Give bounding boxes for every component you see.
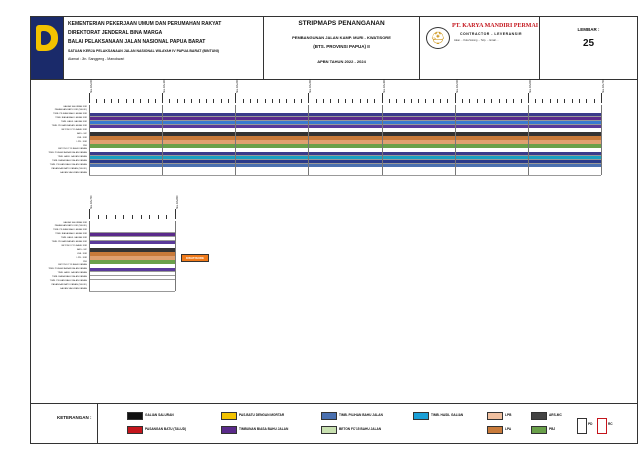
legend-swatch [531,412,547,420]
ruler-tick [149,215,150,219]
ruler-tick [155,99,156,103]
row-label: TIMB. BIASA BAHU JALAN KIRI [55,117,87,120]
legend-swatch [321,412,337,420]
ruler-tick [440,99,441,103]
row-label: BETON FC'15 BAHU KIRI [61,244,87,247]
ruler-tick [96,99,97,103]
ruler-tick [513,99,514,103]
title-block [31,17,637,80]
legend-label: TIMB. HASIL GALIAN [431,413,464,417]
row-label: PASANGAN BATU KIRI (TALUD) [54,109,87,112]
ruler-tick [265,99,266,103]
ruler-tick [425,99,426,103]
ruler-tick [572,99,573,103]
row-label: TIMB. PILIHAN BAHU JALAN KANAN [49,280,87,282]
ruler-tick [367,99,368,103]
row-label: BETON FC'15 BAHU KANAN [58,148,87,151]
row-label: BETON FC'15 BAHU KANAN [58,264,87,267]
legend-title: KETERANGAN : [57,415,92,420]
row-label: TIMB. PILIHAN BADAN JALAN KIRI [51,241,87,243]
station-label: Sta. 18+600 [528,79,532,93]
row-label: PASANGAN BATU KANAN (TALUD) [51,283,87,286]
ruler-tick [177,99,178,103]
ruler-tick [126,99,127,103]
stripmap-section-2 [31,197,638,307]
row-label: ARS - MC [77,248,87,251]
ruler-tick [166,215,167,219]
ruler-tick [499,99,500,103]
station-gridline [455,105,456,175]
budget-year: APBN TAHUN 2022 - 2024 [317,59,366,64]
station-label: Sta. 18+800 [176,195,179,209]
legend-swatch [413,412,429,420]
ruler-tick [133,99,134,103]
company-block [420,17,540,79]
company-subtitle: CONTRACTOR - LEVERANSIR [460,32,522,36]
location-tag: KWATISORE [181,254,209,262]
ministry-line-2: DIREKTORAT JENDERAL BINA MARGA [68,30,163,36]
legend-label: PASANGAN BATU (TALUD) [145,427,187,431]
legend-label: PAS.BATU DENGAN MORTAR [239,413,285,417]
row-label: PBJ [82,260,87,263]
legend-label: BETON FC'15 BAHU JALAN [339,427,382,431]
ruler-tick [89,93,90,103]
helmet-icon: ⛑ [426,27,450,49]
ruler-tick [330,99,331,103]
ruler-tick [175,209,176,219]
ruler-tick [455,93,456,103]
ruler-tick [491,99,492,103]
row-label: TIMB. BIASA BAHU JALAN KIRI [55,233,87,236]
row-label: TIMB. PILIHAN BADAN JALAN KANAN [48,152,87,155]
sheet-number-block [540,17,637,79]
legend-swatch [487,412,503,420]
row-label: TIMB. PILIHAN BAHU JALAN KIRI [53,229,87,232]
legend-icon-label: RC [608,422,613,426]
ruler-tick [352,99,353,103]
legend-icon [577,418,587,434]
legend-swatch [321,426,337,434]
row-label: PASANGAN BATU KANAN (TALUD) [51,167,87,170]
ruler-tick [123,215,124,219]
ruler-tick [148,99,149,103]
station-gridline [382,105,383,175]
row-label: GALIAN SALURAN KANAN [59,171,87,174]
ruler-tick [469,99,470,103]
ruler-tick [228,99,229,103]
ruler-tick [521,99,522,103]
ruler-tick [411,99,412,103]
station-label: Sta. 18+700 [90,195,93,209]
row-label: TIMB. HASIL GALIAN KIRI [60,121,87,124]
ruler-tick [579,99,580,103]
legend-label: TIMBUNAN BIASA BAHU JALAN [239,427,289,431]
ruler-tick [601,93,602,103]
ruler-tick [162,93,163,103]
ruler-tick [389,99,390,103]
company-info: Jalan ... Kota Sorong ... Telp. ... Email ... [454,39,499,42]
ruler-tick [594,99,595,103]
stripmap-section-1 [31,81,638,191]
address-line: Alamat : Jln. Sanggeng - Manokwari [68,57,125,61]
ruler-tick [506,99,507,103]
ruler-tick [542,99,543,103]
legend-label: GALIAN SALURAN [145,413,174,417]
row-label: BETON FC'15 BAHU KIRI [61,128,87,131]
project-name: PEMBANGUNAN JALAN KAMP. MURI - KWATISORE [292,35,391,40]
ruler-tick [396,99,397,103]
drawing-sheet [30,16,638,444]
ruler-tick [140,99,141,103]
station-gridline [308,105,309,175]
ruler-tick [184,99,185,103]
ruler-tick [199,99,200,103]
ruler-tick [250,99,251,103]
drawing-title: STRIPMAPS PENANGANAN [298,20,385,27]
ruler-tick [360,99,361,103]
ruler-tick [345,99,346,103]
legend-label: LPB [505,413,512,417]
station-label: Sta. 18+500 [455,79,459,93]
ruler-tick [272,99,273,103]
ruler-tick [169,99,170,103]
ruler-tick [301,99,302,103]
station-label: Sta. 18+100 [163,79,167,93]
ruler-tick [158,215,159,219]
row-label: TIMB. PILIHAN BAHU JALAN KANAN [49,164,87,166]
project-location: (BTS. PROVINSI PAPUA) II [313,44,370,49]
legend-swatch [127,412,143,420]
ruler-tick [382,93,383,103]
row-label: TIMB. PILIHAN BAHU JALAN KIRI [53,113,87,116]
ministry-line-3: BALAI PELAKSANAAN JALAN NASIONAL PAPUA BARAT [68,39,206,45]
station-gridline [175,221,176,291]
sheet-number: 25 [582,38,595,49]
row-label: TIMB. BIASA BAHU JALAN KANAN [51,160,87,163]
row-label: TIMB. HASIL GALIAN KIRI [60,237,87,240]
ruler-tick [535,99,536,103]
legend-swatch [127,426,143,434]
legend [31,403,637,444]
ruler-tick [141,215,142,219]
ruler-tick [308,93,309,103]
strip-row [89,287,175,292]
ruler-tick [221,99,222,103]
station-gridline [601,105,602,175]
row-label: LPB - KIRI [76,140,87,143]
legend-icon-label: PD [588,422,593,426]
row-label: ARS - MC [77,132,87,135]
ruler-tick [243,99,244,103]
station-gridline [528,105,529,175]
row-label: GALIAN SALURAN KIRI [63,105,87,108]
ruler-tick [206,99,207,103]
ruler-tick [462,99,463,103]
legend-swatch [221,426,237,434]
row-label: GALIAN SALURAN KANAN [59,287,87,290]
ministry-block [64,17,264,79]
legend-label: PBJ [549,427,556,431]
ruler-tick [338,99,339,103]
ministry-line-1: KEMENTERIAN PEKERJAAN UMUM DAN PERUMAHAN RAKYAT [68,21,222,27]
row-label: TIMB. PILIHAN BADAN JALAN KIRI [51,125,87,127]
ruler-tick [528,93,529,103]
company-name: PT. KARYA MANDIRI PERMAI [452,23,539,29]
ruler-tick [111,99,112,103]
legend-swatch [221,412,237,420]
ruler-tick [118,99,119,103]
station-label: Sta. 18+700 [602,79,605,93]
row-label: TIMB. PILIHAN BADAN JALAN KANAN [48,268,87,271]
ruler-tick [257,99,258,103]
row-label: GALIAN SALURAN KIRI [63,221,87,224]
title-box [264,17,420,79]
ruler-tick [213,99,214,103]
row-label: LPA - KIRI [76,136,87,139]
station-ruler [89,195,179,219]
legend-label: LPA [505,427,512,431]
station-gridline [89,105,90,175]
row-label: PBJ [82,144,87,147]
ruler-tick [550,99,551,103]
ruler-tick [286,99,287,103]
row-label: PASANGAN BATU KIRI (TALUD) [54,225,87,228]
ruler-tick [477,99,478,103]
ruler-tick [447,99,448,103]
satker-line: SATUAN KERJA PELAKSANAAN JALAN NASIONAL WILAYAH IV PAPUA BARAT (BINTUNI) [68,49,219,53]
ruler-tick [89,209,90,219]
row-label: TIMB. HASIL GALIAN KANAN [57,156,87,159]
ruler-tick [115,215,116,219]
ruler-tick [404,99,405,103]
station-label: Sta. 18+200 [236,79,240,93]
pu-logo [31,17,64,79]
ruler-tick [235,93,236,103]
station-label: Sta. 18+400 [382,79,386,93]
ruler-tick [316,99,317,103]
ruler-tick [104,99,105,103]
ruler-tick [191,99,192,103]
sheet-label: LEMBAR : [577,27,600,32]
row-label: TIMB. HASIL GALIAN KANAN [57,272,87,275]
ruler-tick [98,215,99,219]
legend-swatch [531,426,547,434]
ruler-tick [132,215,133,219]
station-label: Sta. 18+000 [90,79,93,93]
station-label: Sta. 18+300 [309,79,313,93]
station-gridline [162,105,163,175]
ruler-tick [433,99,434,103]
legend-swatch [487,426,503,434]
station-gridline [235,105,236,175]
ruler-tick [586,99,587,103]
ruler-tick [374,99,375,103]
legend-icon [597,418,607,434]
ruler-tick [557,99,558,103]
ruler-tick [294,99,295,103]
ruler-tick [106,215,107,219]
legend-label: TIMB. PILIHAN BAHU JALAN [339,413,383,417]
station-gridline [89,221,90,291]
row-label: TIMB. BIASA BAHU JALAN KANAN [51,276,87,279]
ruler-tick [418,99,419,103]
ruler-tick [484,99,485,103]
ruler-tick [564,99,565,103]
station-ruler [89,79,605,103]
ruler-tick [279,99,280,103]
strip-row [89,171,601,176]
row-label: LPA - KIRI [76,252,87,255]
legend-label: ARS-MC [549,413,562,417]
row-label: LPB - KIRI [76,256,87,259]
ruler-tick [323,99,324,103]
